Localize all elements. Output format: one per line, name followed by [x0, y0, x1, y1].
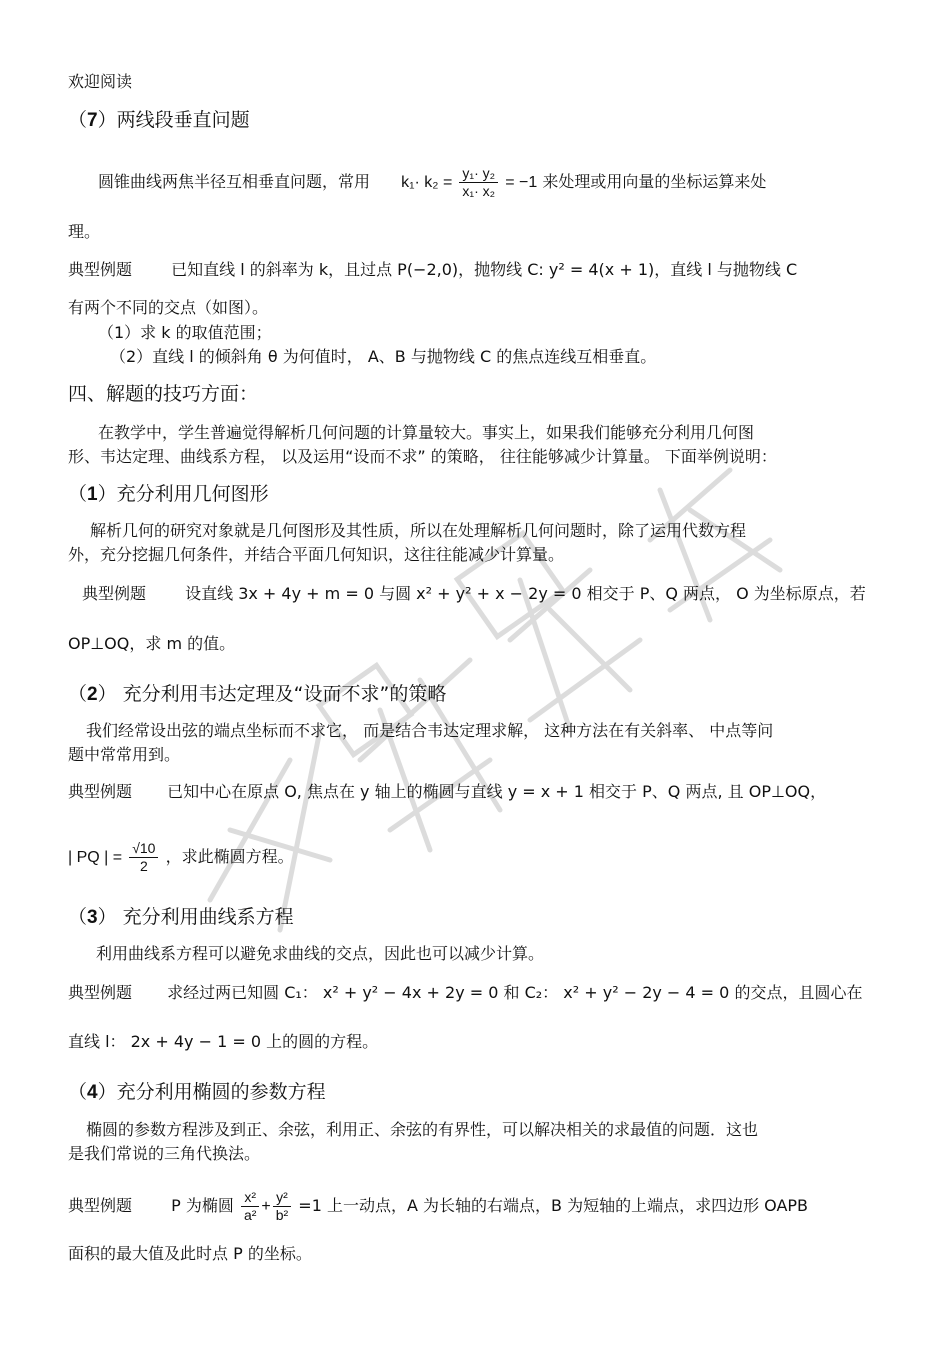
subsection-2-number: 2	[87, 684, 98, 705]
subsection-4-number: 4	[87, 1082, 98, 1103]
example-text: 设直线 3x + 4y + m = 0 与圆 x² + y² + x − 2y = 0 相交于 P、Q 两点， O 为坐标原点，若	[185, 584, 866, 603]
subsection-1-example-cont: OP⊥OQ，求 m 的值。	[68, 634, 236, 653]
section-four-paragraph-2: 形、韦达定理、曲线系方程， 以及运用“设而不求” 的策略， 往往能够减少计算量。 下面举例说明：	[68, 447, 777, 466]
subsection-1-number: 1	[87, 484, 98, 505]
section-7-text: 圆锥曲线两焦半径互相垂直问题，常用	[98, 172, 371, 191]
subsection-4-title-text: 充分利用椭圆的参数方程	[116, 1081, 326, 1103]
slope-product-fraction	[459, 165, 498, 200]
fraction-denominator: a²	[243, 1207, 257, 1223]
pq-length-fraction	[129, 840, 158, 875]
fraction-numerator: y²	[273, 1189, 291, 1207]
slope-product-lhs: k₁· k₂ =	[401, 174, 453, 191]
page-header: 欢迎阅读	[68, 72, 133, 91]
example-label: 典型例题	[68, 1196, 133, 1215]
plus-sign: +	[261, 1198, 271, 1215]
fraction-numerator: x²	[241, 1189, 259, 1207]
subsection-2-title-text: 充分利用韦达定理及“设而不求”的策略	[122, 683, 447, 705]
ellipse-y-fraction	[273, 1189, 291, 1224]
subsection-2-paragraph-1: 我们经常设出弦的端点坐标而不求它， 而是结合韦达定理求解， 这种方法在有关斜率、 中点等问	[86, 721, 774, 740]
pq-length-lhs: | PQ | =	[68, 849, 123, 866]
subsection-4-paragraph-2: 是我们常说的三角代换法。	[68, 1144, 261, 1163]
example-label: 典型例题	[68, 782, 133, 801]
subsection-1-example	[82, 584, 866, 604]
section-7-example	[68, 260, 797, 280]
section-7-example-cont: 有两个不同的交点（如图）。	[68, 298, 269, 317]
subsection-3-title-text: 充分利用曲线系方程	[122, 906, 294, 928]
subsection-1-paragraph-2: 外，充分挖掘几何条件，并结合平面几何知识，这往往能减少计算量。	[68, 545, 565, 564]
question-1: （1）求 k 的取值范围；	[98, 323, 272, 342]
subsection-4-example-cont: 面积的最大值及此时点 P 的坐标。	[68, 1244, 312, 1263]
subsection-4-example	[68, 1184, 808, 1229]
question-2: （2）直线 l 的倾斜角 θ 为何值时， A、B 与抛物线 C 的焦点连线互相垂直。	[110, 347, 657, 366]
subsection-3-paragraph: 利用曲线系方程可以避免求曲线的交点，因此也可以减少计算。	[96, 944, 545, 963]
subsection-4-title: （4）充分利用椭圆的参数方程	[68, 1081, 326, 1103]
fraction-denominator: 2	[139, 858, 148, 874]
section-7-title-text: 两线段垂直问题	[116, 109, 250, 131]
subsection-1-title-text: 充分利用几何图形	[116, 483, 269, 505]
subsection-2-title: （2） 充分利用韦达定理及“设而不求”的策略	[68, 683, 447, 705]
section-four-title: 四、解题的技巧方面：	[68, 383, 259, 405]
example-text: 已知中心在原点 O, 焦点在 y 轴上的椭圆与直线 y = x + 1 相交于 P、Q 两点, 且 OP⊥OQ，	[167, 782, 827, 801]
example-label: 典型例题	[68, 260, 133, 279]
section-7-paragraph-end: 理。	[68, 222, 101, 241]
fraction-numerator: √10	[129, 840, 158, 858]
example-text: 已知直线 l 的斜率为 k，且过点 P(−2,0)，抛物线 C: y² = 4(x + 1)，直线 l 与抛物线 C	[171, 260, 798, 279]
subsection-2-example-cont	[68, 834, 294, 881]
subsection-2-example	[68, 782, 826, 802]
example-text-tail: =1 上一动点，A 为长轴的右端点，B 为短轴的上端点，求四边形 OAPB	[298, 1196, 809, 1215]
subsection-1-paragraph-1: 解析几何的研究对象就是几何图形及其性质，所以在处理解析几何问题时，除了运用代数方程	[90, 521, 747, 540]
section-four-paragraph-1: 在教学中，学生普遍觉得解析几何问题的计算量较大。事实上，如果我们能够充分利用几何图	[98, 423, 755, 442]
slope-product-rhs: = −1	[505, 174, 538, 191]
subsection-3-title: （3） 充分利用曲线系方程	[68, 906, 294, 928]
section-7-title: （7）两线段垂直问题	[68, 109, 250, 131]
subsection-2-paragraph-2: 题中常常用到。	[68, 745, 181, 764]
subsection-3-example	[68, 983, 862, 1003]
subsection-3-number: 3	[87, 907, 98, 928]
section-7-paragraph	[98, 162, 766, 203]
ellipse-x-fraction	[241, 1189, 259, 1224]
example-text-tail: ，求此椭圆方程。	[165, 847, 294, 866]
subsection-3-example-cont: 直线 l： 2x + 4y − 1 = 0 上的圆的方程。	[68, 1032, 379, 1051]
section-7-number: 7	[87, 110, 98, 131]
fraction-denominator: x₁· x₂	[462, 183, 496, 199]
example-text: 求经过两已知圆 C₁： x² + y² − 4x + 2y = 0 和 C₂： x² + y² − 2y − 4 = 0 的交点，且圆心在	[167, 983, 863, 1002]
fraction-numerator: y₁· y₂	[459, 165, 498, 183]
example-label: 典型例题	[82, 584, 147, 603]
example-label: 典型例题	[68, 983, 133, 1002]
subsection-1-title: （1）充分利用几何图形	[68, 483, 269, 505]
fraction-denominator: b²	[275, 1207, 289, 1223]
subsection-4-paragraph-1: 椭圆的参数方程涉及到正、余弦，利用正、余弦的有界性，可以解决相关的求最值的问题．这也	[86, 1120, 759, 1139]
section-7-text-tail: 来处理或用向量的坐标运算来处	[542, 172, 767, 191]
example-text: P 为椭圆	[171, 1196, 234, 1215]
